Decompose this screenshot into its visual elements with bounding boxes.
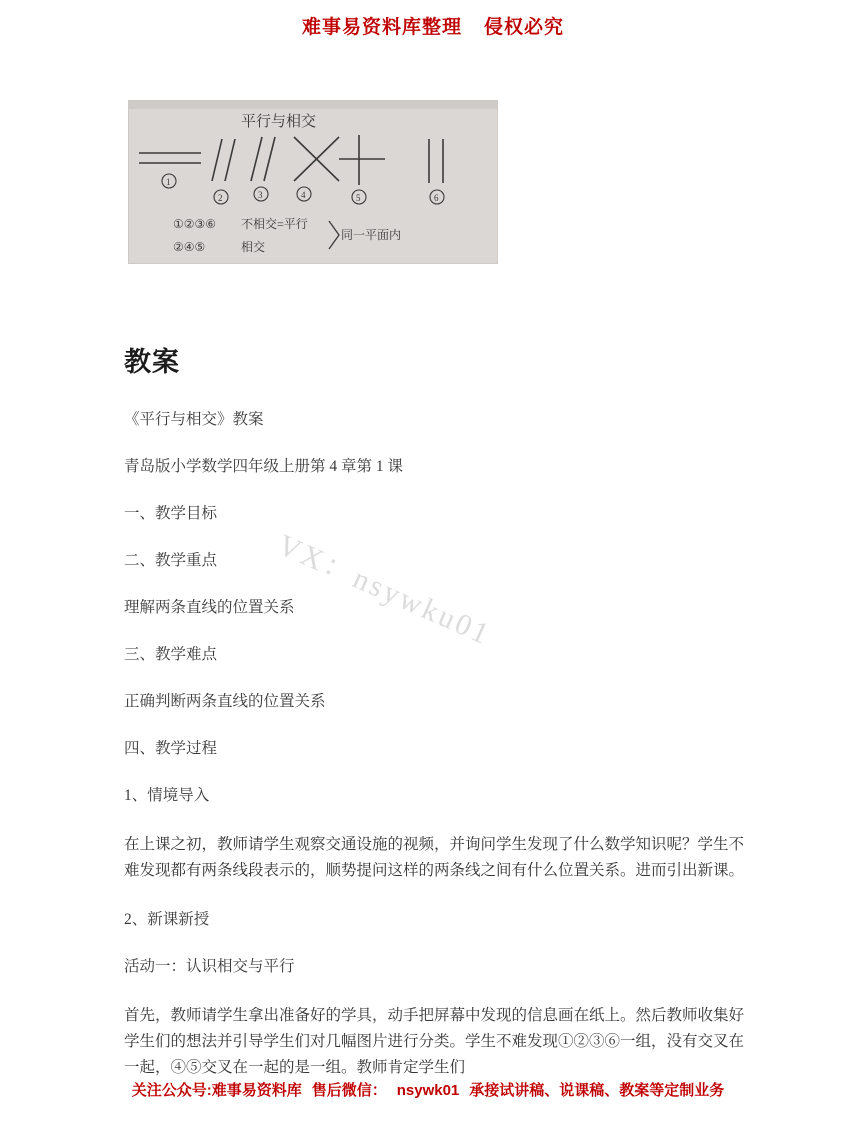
paragraph-section-goal: 一、教学目标 (124, 505, 218, 522)
paragraph-step-2: 2、新课新授 (124, 910, 210, 928)
paragraph-keypoint-text: 理解两条直线的位置关系 (124, 599, 295, 616)
svg-text:1: 1 (166, 177, 171, 187)
document-content (124, 340, 744, 1106)
svg-text:6: 6 (434, 193, 439, 203)
header-right-text: 侵权必究 (484, 17, 565, 38)
svg-text:①②③⑥: ①②③⑥ (173, 217, 217, 231)
svg-text:2: 2 (218, 193, 223, 203)
header-left-text: 难事易资料库整理 (301, 17, 462, 38)
svg-text:相交: 相交 (241, 240, 266, 254)
paragraph-intro-body: 在上课之初，教师请学生观察交通设施的视频，并询问学生发现了什么数学知识呢？学生不难发现都有两条线段表示的，顺势提问这样的两条线之间有什么位置关系。进而引出新课。 (124, 836, 745, 880)
svg-text:同一平面内: 同一平面内 (341, 228, 402, 242)
paragraph-step-1: 1、情境导入 (124, 787, 210, 804)
paragraph-section-difficulty: 三、教学难点 (124, 646, 218, 663)
figure-drawing (129, 101, 497, 263)
paragraph-activity-1: 活动一：认识相交与平行 (124, 957, 295, 975)
svg-text:4: 4 (301, 190, 306, 200)
page-footer-banner (0, 1079, 866, 1100)
svg-text:②④⑤: ②④⑤ (173, 240, 206, 254)
paragraph-section-keypoint: 二、教学重点 (124, 552, 218, 569)
footer-wechat-label: 售后微信： (311, 1082, 387, 1099)
svg-text:3: 3 (258, 190, 263, 200)
page-header-banner (0, 12, 866, 39)
svg-text:平行与相交: 平行与相交 (241, 114, 317, 130)
svg-text:不相交=平行: 不相交=平行 (241, 217, 308, 231)
svg-text:5: 5 (356, 193, 361, 203)
footer-services: 承接试讲稿、说课稿、教案等定制业务 (469, 1082, 725, 1099)
paragraph-textbook-info: 青岛版小学数学四年级上册第 4 章第 1 课 (124, 458, 404, 475)
watermark-text: VX：nsywku01 (272, 528, 497, 652)
footer-wechat-id: nsywk01 (396, 1082, 460, 1099)
page-title: 教案 (124, 347, 180, 377)
paragraph-activity-body: 首先，教师请学生拿出准备好的学具，动手把屏幕中发现的信息画在纸上。然后教师收集好学生们的想法并引导学生们对几幅图片进行分类。学生不难发现①②③⑥一组，没有交叉在一起，④⑤交叉在一起的是一组。教师肯定学生们 (124, 1006, 745, 1077)
footer-public-account: 关注公众号:难事易资料库 (131, 1082, 302, 1099)
paragraph-difficulty-text: 正确判断两条直线的位置关系 (124, 693, 326, 710)
paragraph-section-process: 四、教学过程 (124, 740, 218, 757)
handwritten-whiteboard-photo (128, 100, 498, 264)
paragraph-lesson-title: 《平行与相交》教案 (124, 411, 264, 428)
